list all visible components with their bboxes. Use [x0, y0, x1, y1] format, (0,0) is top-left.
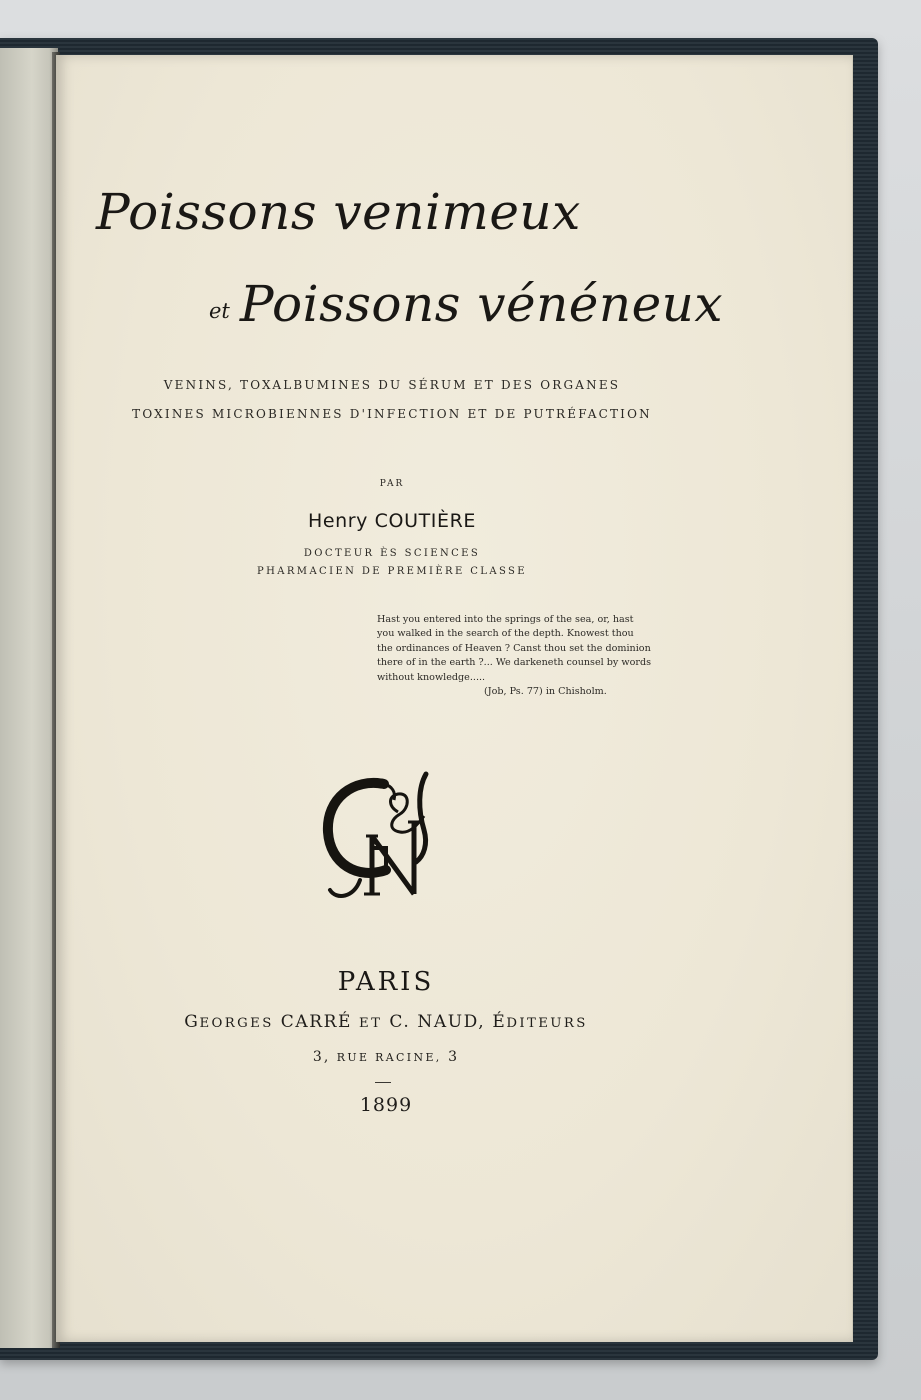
title-page	[56, 55, 852, 1342]
epigraph-citation: (Job, Ps. 77) in Chisholm.	[484, 686, 607, 698]
divider-rule	[375, 1082, 391, 1083]
publisher-role-rest: DITEURS	[506, 1016, 588, 1031]
publication-year: 1899	[359, 1094, 413, 1116]
publisher-role-initial: É	[492, 1012, 507, 1032]
subtitle-line-1: VENINS, TOXALBUMINES DU SÉRUM ET DES ORGANES	[163, 378, 621, 392]
left-facing-page	[0, 48, 58, 1348]
publisher-line	[56, 1012, 716, 1032]
publisher-monogram-logo	[314, 770, 454, 910]
publisher-name-2: CARRÉ	[280, 1012, 353, 1032]
author-credential-2: PHARMACIEN DE PREMIÈRE CLASSE	[257, 566, 527, 577]
subtitle-line-2: TOXINES MICROBIENNES D'INFECTION ET DE PUTRÉFACTION	[132, 407, 652, 421]
address-number-2: 3	[448, 1049, 460, 1065]
publisher-name-initial: G	[184, 1012, 200, 1032]
publisher-address	[56, 1049, 716, 1065]
address-street: RUE RACINE,	[336, 1051, 442, 1064]
address-number-1: 3,	[312, 1049, 331, 1065]
epigraph-line: Hast you entered into the springs of the sea, or, hast	[377, 614, 634, 625]
title-line-2-text: Poissons vénéneux	[239, 275, 724, 333]
epigraph-line: you walked in the search of the depth. Knowest thou	[377, 628, 634, 640]
publisher-conjunction: ET	[359, 1016, 383, 1031]
author-name: Henry COUTIÈRE	[307, 510, 477, 532]
epigraph-line: the ordinances of Heaven ? Canst thou set the dominion	[377, 642, 651, 654]
title-line-1: Poissons venimeux	[96, 183, 581, 241]
publisher-name-3: C. NAUD,	[389, 1012, 486, 1032]
epigraph-line: there of in the earth ?... We darkeneth counsel by words	[377, 657, 652, 669]
title-conjunction: et	[209, 299, 230, 323]
epigraph	[377, 613, 677, 699]
epigraph-line: without knowledge.....	[377, 671, 486, 683]
publisher-name-rest: EORGES	[199, 1016, 274, 1031]
publication-city: PARIS	[337, 967, 435, 997]
title-line-2	[209, 275, 723, 333]
author-credential-1: DOCTEUR ÈS SCIENCES	[303, 548, 481, 559]
by-label: PAR	[379, 479, 405, 489]
